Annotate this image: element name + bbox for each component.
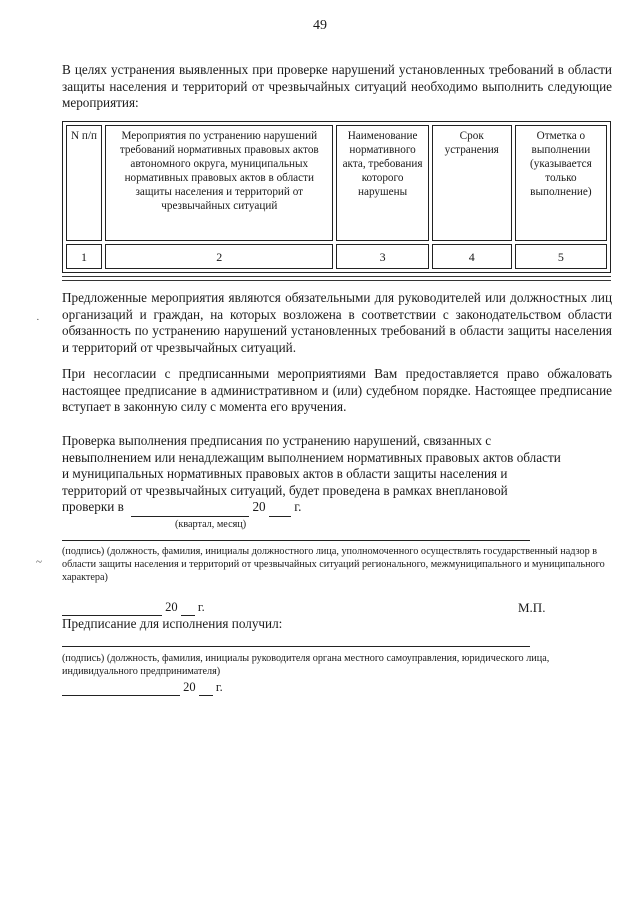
signature-line-1	[62, 540, 530, 541]
margin-mark: ·	[36, 314, 40, 326]
page-number: 49	[313, 18, 327, 33]
date-1-blank	[62, 600, 162, 616]
table-cell: 3	[336, 244, 428, 269]
date-2-blank	[62, 680, 180, 696]
table-bottom-rule	[62, 276, 611, 281]
measures-table	[62, 121, 611, 273]
header-deadline: Срок устранения	[432, 125, 512, 241]
table-cell: 5	[515, 244, 607, 269]
table-cell: 1	[66, 244, 102, 269]
table-cell: 4	[432, 244, 512, 269]
header-measures: Мероприятия по устранению нарушений требований нормативных правовых актов автономного округа, муниципальных нормативных правовых актов в области защиты населения и территорий от чрезвычайных ситуаций	[105, 125, 333, 241]
signature-caption-2: (подпись) (должность, фамилия, инициалы руководителя органа местного самоуправления, юридического лица, индивидуального предпринимателя)	[62, 653, 550, 677]
signature-caption-1: (подпись) (должность, фамилия, инициалы должностного лица, уполномоченного осуществлять государственный надзор в области защиты населения и территорий от чрезвычайных ситуаций регионального, межмуниципального и муниципального характера)	[62, 546, 605, 583]
date-1-suffix: г.	[197, 600, 205, 614]
date-2-suffix: г.	[215, 680, 223, 694]
check-year-blank	[269, 499, 291, 517]
date-1	[62, 600, 205, 616]
check-year-suffix: г.	[294, 499, 302, 514]
signature-line-2	[62, 646, 530, 647]
date-1-year: 20	[165, 600, 178, 614]
date-2	[62, 680, 223, 696]
header-completion-mark: Отметка о выполнении (указывается только выполнение)	[515, 125, 607, 241]
mandatory-paragraph: Предложенные мероприятия являются обязательными для руководителей или должностных лиц организаций и граждан, на которых возложена в соответствии с законодательством области обязанность по устранению нарушений установленных требований в области защиты населения и территорий от чрезвычайных ситуаций.	[62, 290, 612, 355]
check-text: Проверка выполнения предписания по устранению нарушений, связанных с невыполнением или ненадлежащим выполнением нормативных правовых актов области и муниципальных нормативных правовых актов в области защиты населения и территорий от чрезвычайных ситуаций, будет проведена в рамках внеплановой проверки в	[62, 433, 561, 514]
header-normative-act: Наименование нормативного акта, требования которого нарушены	[336, 125, 428, 241]
table-cell: 2	[105, 244, 333, 269]
received-label: Предписание для исполнения получил:	[62, 616, 283, 631]
check-paragraph	[62, 433, 562, 517]
margin-mark: ~	[36, 556, 42, 568]
check-period-blank	[131, 499, 249, 517]
disagreement-paragraph: При несогласии с предписанными мероприятиями Вам предоставляется право обжаловать настоящее предписание в административном и (или) судебном порядке. Настоящее предписание вступает в законную силу с момента его вручения.	[62, 366, 612, 414]
quarter-caption: (квартал, месяц)	[175, 519, 247, 530]
date-2-year: 20	[183, 680, 196, 694]
stamp-label: М.П.	[518, 600, 546, 615]
header-number: N п/п	[66, 125, 102, 241]
intro-paragraph: В целях устранения выявленных при проверке нарушений установленных требований в области защиты населения и территорий от чрезвычайных ситуаций необходимо выполнить следующие мероприятия:	[62, 62, 612, 110]
table-header-row	[66, 125, 607, 241]
date-1-year-blank	[181, 600, 195, 616]
table-row	[66, 244, 607, 269]
check-year-prefix: 20	[252, 499, 266, 514]
date-2-year-blank	[199, 680, 213, 696]
